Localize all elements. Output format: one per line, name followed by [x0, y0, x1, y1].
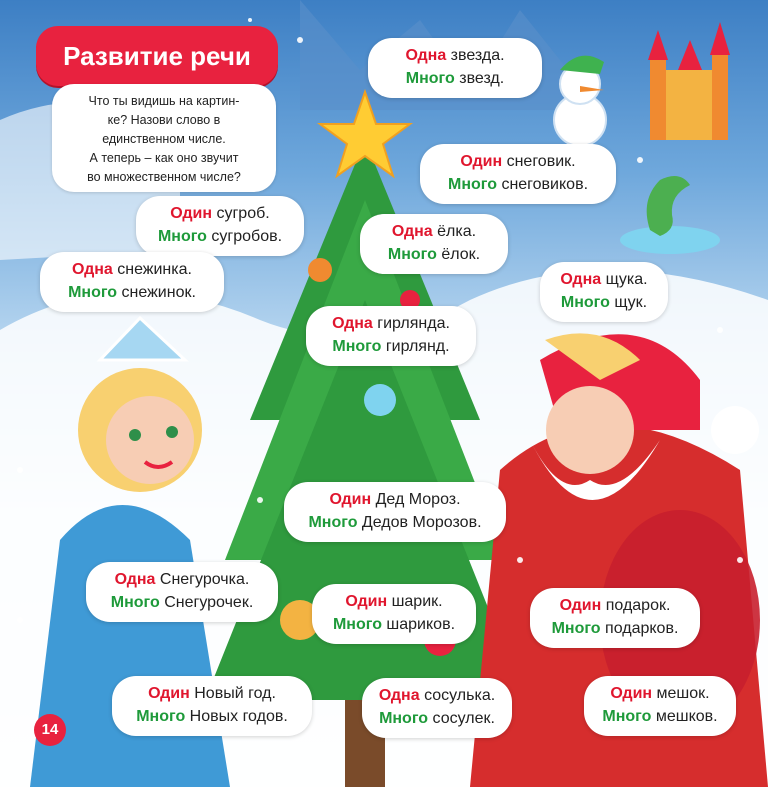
singular-label: Один: [170, 205, 212, 222]
bubble-grandfather-frost: [284, 482, 506, 542]
singular-label: Одна: [391, 223, 433, 240]
singular-label: Одна: [405, 47, 447, 64]
plural-label: Много: [157, 228, 207, 245]
plural-word: Дедов Морозов.: [361, 514, 482, 531]
plural-label: Много: [68, 284, 118, 301]
bubble-sack: [584, 676, 736, 736]
plural-label: Много: [332, 616, 382, 633]
plural-word: Снегурочек.: [164, 594, 254, 611]
singular-word: Снегурочка.: [159, 571, 250, 588]
plural-label: Много: [110, 594, 160, 611]
plural-word: щук.: [614, 294, 648, 311]
instruction-line: Что ты видишь на картин-: [88, 94, 240, 108]
plural-word: звезд.: [459, 70, 505, 87]
bubble-star: [368, 38, 542, 98]
bubble-tree: [360, 214, 508, 274]
snowman: [554, 56, 606, 146]
plural-word: гирлянд.: [385, 338, 450, 355]
plural-label: Много: [308, 514, 358, 531]
bubble-snowdrift: [136, 196, 304, 256]
singular-word: шарик.: [391, 593, 443, 610]
plural-word: мешков.: [655, 708, 718, 725]
singular-word: сосулька.: [424, 687, 496, 704]
singular-label: Один: [460, 153, 503, 170]
page-title: Развитие речи: [63, 41, 251, 71]
singular-label: Один: [148, 685, 190, 702]
singular-label: Одна: [332, 315, 373, 332]
instruction-line: ке? Назови слово в: [107, 113, 221, 127]
singular-label: Одна: [72, 261, 113, 278]
singular-word: сугроб.: [216, 205, 270, 222]
bubble-icicle: [362, 678, 512, 738]
singular-word: Дед Мороз.: [375, 491, 461, 508]
singular-word: мешок.: [656, 685, 710, 702]
plural-word: сосулек.: [432, 710, 495, 727]
plural-label: Много: [332, 338, 382, 355]
singular-label: Одна: [114, 571, 156, 588]
bubble-gift: [530, 588, 700, 648]
instruction-line: единственном числе.: [102, 132, 226, 146]
plural-label: Много: [447, 176, 497, 193]
plural-word: снежинок.: [121, 284, 196, 301]
pike: [620, 176, 720, 254]
bubble-snowflake: [40, 252, 224, 312]
plural-word: снеговиков.: [501, 176, 589, 193]
plural-word: шариков.: [386, 616, 456, 633]
singular-word: звезда.: [450, 47, 505, 64]
plural-label: Много: [560, 294, 610, 311]
singular-word: подарок.: [605, 597, 671, 614]
singular-word: снежинка.: [117, 261, 192, 278]
plural-label: Много: [387, 246, 437, 263]
plural-word: ёлок.: [441, 246, 481, 263]
plural-word: сугробов.: [211, 228, 283, 245]
page-title-tab: [36, 26, 278, 86]
bubble-new-year: [112, 676, 312, 736]
plural-word: подарков.: [605, 620, 679, 637]
singular-label: Один: [610, 685, 653, 702]
plural-label: Много: [602, 708, 652, 725]
bubble-snowman: [420, 144, 616, 204]
singular-word: ёлка.: [437, 223, 477, 240]
singular-label: Одна: [378, 687, 420, 704]
plural-label: Много: [405, 70, 455, 87]
instruction-line: во множественном числе?: [87, 170, 241, 184]
singular-word: снеговик.: [506, 153, 576, 170]
page-number: 14: [34, 714, 66, 746]
plural-label: Много: [551, 620, 601, 637]
singular-label: Один: [345, 593, 388, 610]
plural-label: Много: [136, 708, 186, 725]
singular-word: Новый год.: [194, 685, 276, 702]
bubble-pike: [540, 262, 668, 322]
singular-label: Одна: [560, 271, 602, 288]
singular-word: гирлянда.: [377, 315, 450, 332]
bubble-snow-maiden: [86, 562, 278, 622]
bubble-ornament: [312, 584, 476, 644]
instruction-line: А теперь – как оно звучит: [89, 151, 239, 165]
singular-label: Один: [329, 491, 372, 508]
singular-label: Один: [559, 597, 602, 614]
instruction-box: [52, 84, 276, 192]
castle: [648, 22, 730, 140]
singular-word: щука.: [605, 271, 648, 288]
plural-word: Новых годов.: [189, 708, 288, 725]
plural-label: Много: [379, 710, 429, 727]
bubble-garland: [306, 306, 476, 366]
